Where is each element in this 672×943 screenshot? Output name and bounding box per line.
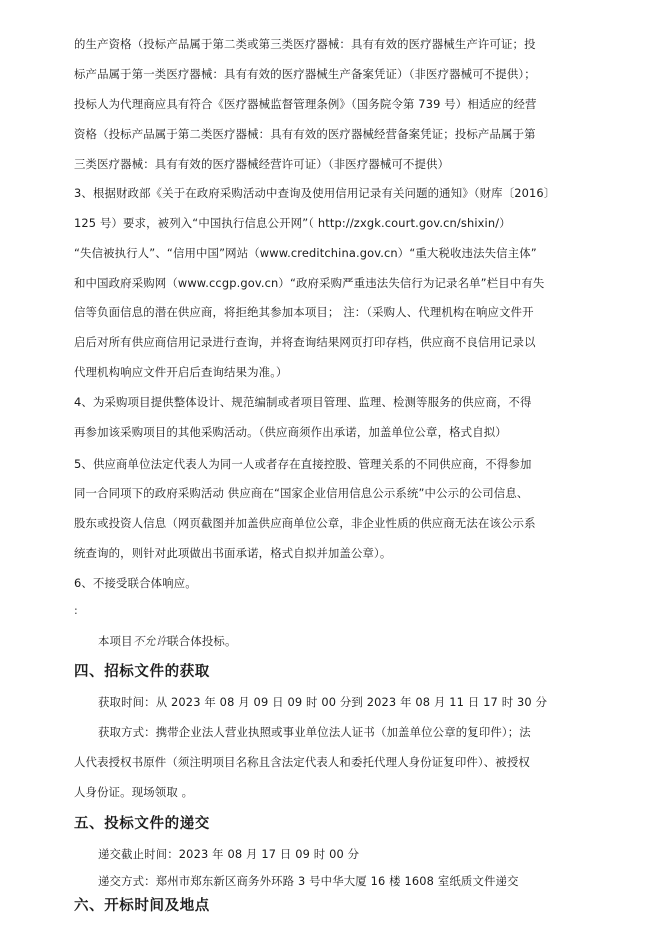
text-line: 的生产资格（投标产品属于第二类或第三类医疗器械：具有有效的医疗器械生产许可证；投 bbox=[74, 37, 536, 51]
section-heading-5: 五、投标文件的递交 bbox=[74, 816, 210, 832]
text-line: 信等负面信息的潜在供应商，将拒绝其参加本项目； 注：（采购人、代理机构在响应文件开 bbox=[74, 305, 534, 319]
text-line: 统查询的，则针对此项做出书面承诺，格式自拟并加盖公章）。 bbox=[74, 546, 392, 560]
text-line: 6、不接受联合体响应。 bbox=[74, 576, 197, 590]
text-line: 3、根据财政部《关于在政府采购活动中查询及使用信用记录有关问题的通知》（财库〔2016〕 bbox=[74, 186, 556, 200]
submit-deadline: 递交截止时间：2023 年 08 月 17 日 09 时 00 分 bbox=[98, 847, 360, 861]
consortium-value: 不允许 bbox=[132, 634, 168, 648]
text-line: 再参加该采购项目的其他采购活动。（供应商须作出承诺，加盖单位公章，格式自拟） bbox=[74, 425, 507, 439]
consortium-prefix: 本项目 bbox=[98, 634, 133, 648]
text-line: 启后对所有供应商信用记录进行查询，并将查询结果网页打印存档，供应商不良信用记录以 bbox=[74, 335, 536, 349]
text-line: 资格（投标产品属于第二类医疗器械：具有有效的医疗器械经营备案凭证；投标产品属于第 bbox=[74, 127, 536, 141]
section-heading-4: 四、招标文件的获取 bbox=[74, 664, 210, 680]
section-heading-6: 六、开标时间及地点 bbox=[74, 898, 210, 914]
text-line: 标产品属于第一类医疗器械：具有有效的医疗器械生产备案凭证）（非医疗器械可不提供）； bbox=[74, 67, 536, 81]
acquire-method-line: 人代表授权书原件（须注明项目名称且含法定代表人和委托代理人身份证复印件）、被授权 bbox=[74, 755, 530, 769]
colon-mark: : bbox=[74, 604, 78, 617]
text-line: “失信被执行人”、“信用中国”网站（www.creditchina.gov.cn）“重大税收违法失信主体” bbox=[74, 246, 537, 260]
text-line: 5、供应商单位法定代表人为同一人或者存在直接控股、管理关系的不同供应商，不得参加 bbox=[74, 457, 532, 471]
text-line: 三类医疗器械：具有有效的医疗器械经营许可证）（非医疗器械可不提供） bbox=[74, 157, 450, 171]
text-line: 和中国政府采购网（www.ccgp.gov.cn）“政府采购严重违法失信行为记录名单”栏目中有失 bbox=[74, 276, 545, 290]
submit-method: 递交方式：郑州市郑东新区商务外环路 3 号中华大厦 16 楼 1608 室纸质文件递交 bbox=[98, 874, 519, 888]
acquire-method-line: 人身份证。现场领取 。 bbox=[74, 785, 194, 799]
text-line: 同一合同项下的政府采购活动 供应商在“国家企业信用信息公示系统”中公示的公司信息、 bbox=[74, 486, 529, 500]
acquire-time: 获取时间：从 2023 年 08 月 09 日 09 时 00 分到 2023 年 08 月 11 日 17 时 30 分 bbox=[98, 695, 548, 709]
consortium-suffix: 联合体投标。 bbox=[167, 634, 237, 648]
text-line: 投标人为代理商应具有符合《医疗器械监督管理条例》（国务院令第 739 号）相适应的经营 bbox=[74, 97, 537, 111]
text-line: 125 号）要求，被列入“中国执行信息公开网”（ http://zxgk.court.gov.cn/shixin/） bbox=[74, 216, 511, 230]
acquire-method-line: 获取方式：携带企业法人营业执照或事业单位法人证书（加盖单位公章的复印件）；法 bbox=[98, 725, 531, 739]
text-line: 4、为采购项目提供整体设计、规范编制或者项目管理、监理、检测等服务的供应商，不得 bbox=[74, 395, 532, 409]
consortium-line bbox=[98, 633, 638, 649]
text-line: 股东或投资人信息（网页截图并加盖供应商单位公章，非企业性质的供应商无法在该公示系 bbox=[74, 516, 536, 530]
text-line: 代理机构响应文件开启后查询结果为准。） bbox=[74, 365, 288, 379]
